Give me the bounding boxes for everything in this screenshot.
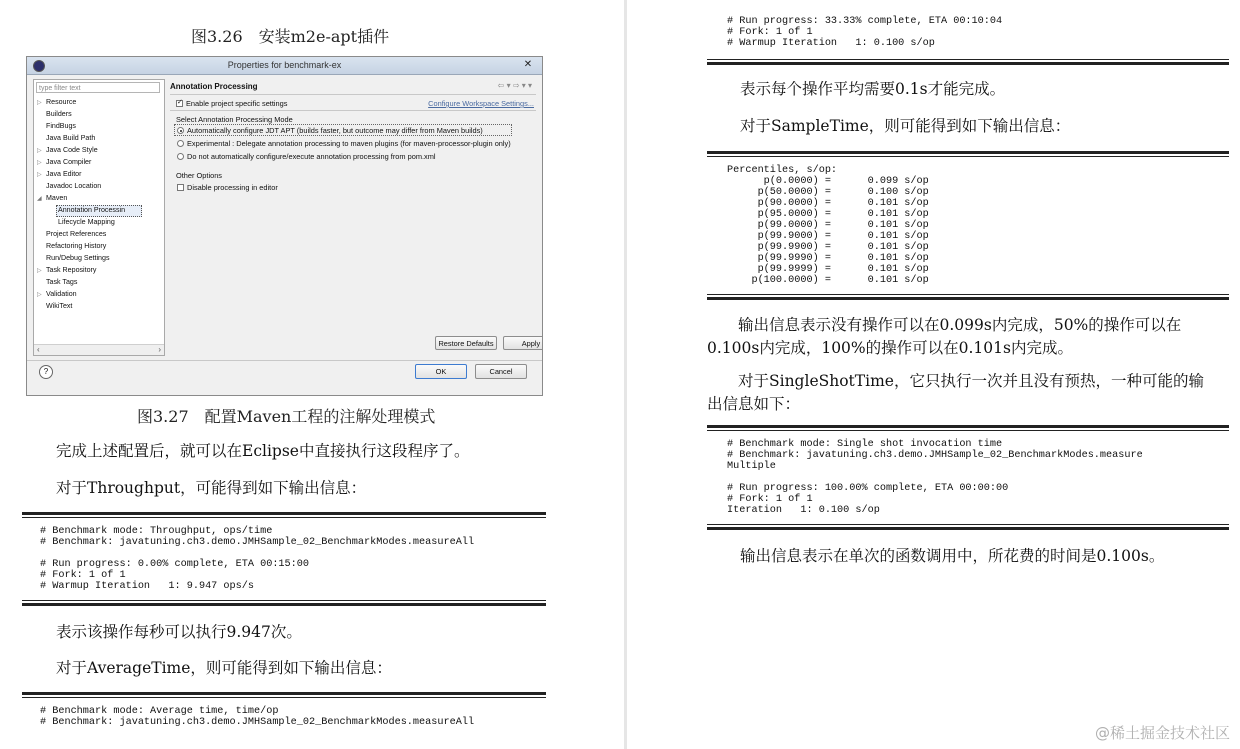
paragraph-r4: 对于SingleShotTime，它只执行一次并且没有预热，一种可能的输 出信息如下： [707,372,1204,413]
code-averagetime-cont-text: # Run progress: 33.33% complete, ETA 00:10:04 # Fork: 1 of 1 # Warmup Iteration 1: 0.100 s/op [727,16,1003,49]
tree-item[interactable]: Lifecycle Mapping [58,218,115,226]
header-divider [170,94,536,95]
code-rule-top [707,425,1229,428]
code-rule-bottom [707,527,1229,530]
restore-defaults-button[interactable]: Restore Defaults [435,336,497,350]
tree-item[interactable]: Annotation Processin [58,206,126,214]
watermark: @稀土掘金技术社区 [1094,724,1230,742]
mode-group-label: Select Annotation Processing Mode [176,115,293,124]
expanded-arrow-icon[interactable]: ◢ [37,196,42,202]
tree-item[interactable]: Resource [46,98,77,106]
figure-3-26-caption: 图3.26 安装m2e-apt插件 [191,27,390,46]
tree-item[interactable]: Project References [46,230,107,238]
paragraph-r2: 对于SampleTime，则可能得到如下输出信息： [740,117,1071,135]
tree-item[interactable]: FindBugs [46,122,76,130]
tree-item[interactable]: Builders [46,110,72,118]
tree-item[interactable]: WikiText [46,302,73,310]
tree-item[interactable]: Javadoc Location [46,182,102,190]
collapsed-arrow-icon[interactable]: ▷ [37,100,42,106]
paragraph-1: 完成上述配置后，就可以在Eclipse中直接执行这段程序了。 [56,442,470,460]
collapsed-arrow-icon[interactable]: ▷ [37,268,42,274]
paragraph-3: 表示该操作每秒可以执行9.947次。 [56,623,302,641]
code-rule-bottom [707,297,1229,300]
mode-none-radio[interactable] [177,153,184,160]
tree-item[interactable]: Java Compiler [46,158,92,166]
horizontal-scrollbar[interactable] [34,344,164,355]
tree-item[interactable]: Refactoring History [46,242,107,250]
tree-item[interactable]: Java Editor [46,170,82,178]
code-rule-bottom [707,62,1229,65]
ok-button[interactable]: OK [415,364,467,379]
code-throughput-text: # Benchmark mode: Throughput, ops/time # Benchmark: javatuning.ch3.demo.JMHSample_02_BenchmarkModes.measureAll # Run progress: 0.00% complete, ETA 00:15:00 # Fork: 1 of 1 # Warmup Iteration 1: 9.947 ops/s [40,526,475,592]
disable-editor-processing-checkbox[interactable] [177,184,184,191]
code-block-averagetime-cont [707,0,1229,66]
scroll-right-icon[interactable]: › [158,345,161,354]
figure-3-27-caption: 图3.27 配置Maven工程的注解处理模式 [137,407,436,426]
code-averagetime-text: # Benchmark mode: Average time, time/op # Benchmark: javatuning.ch3.demo.JMHSample_02_BenchmarkModes.measureAll [40,706,475,728]
configure-workspace-link[interactable]: Configure Workspace Settings... [428,99,534,108]
collapsed-arrow-icon[interactable]: ▷ [37,160,42,166]
paragraph-4: 对于AverageTime，则可能得到如下输出信息： [56,659,392,677]
property-tree-pane [33,79,165,356]
nav-arrows-icon[interactable]: ⇦ ▾ ⇨ ▾ ▾ [497,81,532,90]
tree-item[interactable]: Task Repository [46,266,97,274]
collapsed-arrow-icon[interactable]: ▷ [37,148,42,154]
tree-item[interactable]: Validation [46,290,77,298]
code-block-averagetime [22,692,546,749]
mode-auto-radio[interactable] [177,127,184,134]
panel-title: Annotation Processing [170,82,258,91]
enable-project-settings-checkbox[interactable] [176,100,183,107]
tree-item[interactable]: Maven [46,194,68,202]
dialog-titlebar [27,57,542,75]
other-options-label: Other Options [176,171,223,180]
code-block-sampletime [707,151,1229,301]
collapsed-arrow-icon[interactable]: ▷ [37,292,42,298]
scroll-left-icon[interactable]: ‹ [37,345,40,354]
mode-experimental-label: Experimental : Delegate annotation processing to maven plugins (for maven-processor-plugin only) [187,139,511,148]
apply-button[interactable]: Apply [503,336,543,350]
eclipse-properties-dialog [26,56,543,396]
paragraph-r5: 输出信息表示在单次的函数调用中，所花费的时间是0.100s。 [740,547,1165,565]
tree-item[interactable]: Run/Debug Settings [46,254,110,262]
mode-none-label: Do not automatically configure/execute annotation processing from pom.xml [187,152,436,161]
mode-auto-label: Automatically configure JDT APT (builds faster, but outcome may differ from Maven builds) [187,126,483,135]
close-icon[interactable]: ✕ [523,59,533,70]
paragraph-2: 对于Throughput，可能得到如下输出信息： [56,479,367,497]
code-rule-top [22,692,546,695]
filter-input[interactable]: type filter text [36,82,160,93]
mode-experimental-radio[interactable] [177,140,184,147]
code-rule-top [22,512,546,515]
code-sampletime-text: Percentiles, s/op: p(0.0000) = 0.099 s/op p(50.0000) = 0.100 s/op p(90.0000) = 0.101 s/op p(95.0000) = 0.101 s/op p(99.0000) = 0.101 s/op p(99.9000) = 0.101 s/op p(99.9900) = 0.101 s/op p(99.9990) = 0.101 s/op p(99.9999) = 0.101 s/op p(100.0000) = 0.101 s/op [727,165,929,286]
footer-divider [27,360,542,361]
annotation-processing-panel [170,79,541,354]
code-block-throughput [22,512,546,608]
code-rule-top [707,151,1229,154]
cancel-button[interactable]: Cancel [475,364,527,379]
code-singleshot-text: # Benchmark mode: Single shot invocation time # Benchmark: javatuning.ch3.demo.JMHSample_02_BenchmarkModes.measure Multiple # Run progress: 100.00% complete, ETA 00:00:00 # Fork: 1 of 1 Iteration 1: 0.100 s/op [727,439,1143,516]
code-block-singleshot [707,425,1229,531]
collapsed-arrow-icon[interactable]: ▷ [37,172,42,178]
tree-item[interactable]: Task Tags [46,278,78,286]
tree-item[interactable]: Java Code Style [46,146,98,154]
dialog-title: Properties for benchmark-ex [227,60,342,70]
paragraph-r1: 表示每个操作平均需要0.1s才能完成。 [740,80,1006,98]
enable-project-settings-label: Enable project specific settings [186,99,288,108]
disable-editor-processing-label: Disable processing in editor [187,183,278,192]
tree-item[interactable]: Java Build Path [46,134,96,142]
paragraph-r3: 输出信息表示没有操作可以在0.099s内完成，50%的操作可以在 0.100s内完成，100%的操作可以在0.101s内完成。 [707,316,1182,357]
settings-divider [170,110,536,111]
code-rule-bottom [22,603,546,606]
right-page [627,0,1240,749]
help-icon[interactable]: ? [39,365,53,379]
